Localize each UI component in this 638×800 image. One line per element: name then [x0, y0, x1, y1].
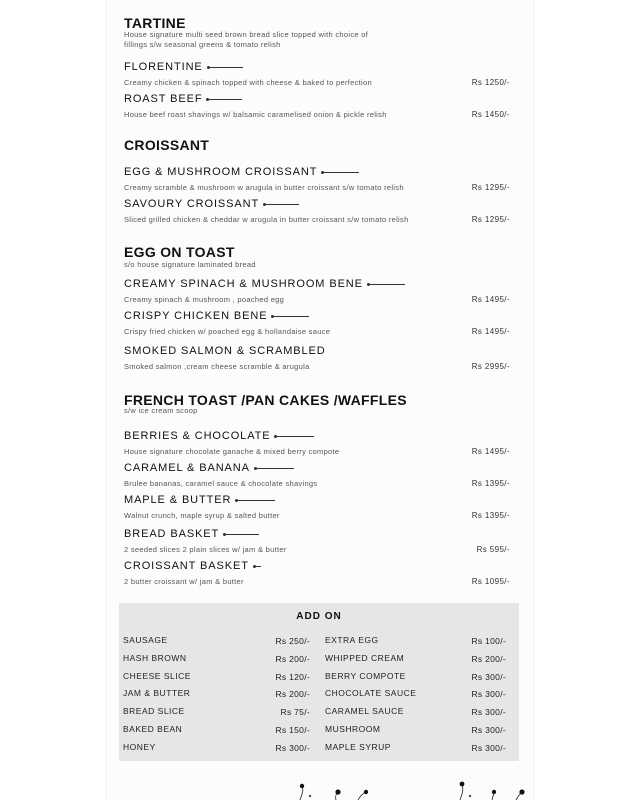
menu-item-name: FLORENTINE — [124, 61, 243, 73]
section-title-tartine: TARTINE — [124, 15, 186, 31]
menu-item-price: Rs 2995/- — [471, 362, 510, 371]
dash-ornament — [254, 468, 294, 469]
menu-item-desc: Crispy fried chicken w/ poached egg & hollandaise sauce — [124, 327, 331, 336]
dash-ornament — [367, 284, 405, 285]
addon-item-name: MAPLE SYRUP — [325, 742, 391, 752]
menu-item-name: EGG & MUSHROOM CROISSANT — [124, 166, 359, 178]
addon-item-price: Rs 75/- — [280, 707, 310, 717]
menu-item-price: Rs 1250/- — [471, 78, 510, 87]
menu-item-desc: Sliced grilled chicken & cheddar w arugula in butter croissant s/w tomato relish — [124, 215, 409, 224]
menu-item-name: CARAMEL & BANANA — [124, 462, 294, 474]
section-desc-egg-on-toast: s/o house signature laminated bread — [124, 260, 256, 269]
menu-item-price: Rs 1295/- — [471, 183, 510, 192]
addon-item-name: WHIPPED CREAM — [325, 653, 405, 663]
menu-item-name: CREAMY SPINACH & MUSHROOM BENE — [124, 278, 405, 290]
addon-item-name: MUSHROOM — [325, 724, 381, 734]
menu-item-desc: 2 seeded slices 2 plain slices w/ jam & butter — [124, 545, 287, 554]
menu-item-name: SMOKED SALMON & SCRAMBLED — [124, 345, 326, 357]
addon-item-name: CHEESE SLICE — [123, 671, 191, 681]
addon-item-name: SAUSAGE — [123, 635, 168, 645]
menu-item-name: MAPLE & BUTTER — [124, 494, 275, 506]
menu-item-desc: Brulee bananas, caramel sauce & chocolate shavings — [124, 479, 318, 488]
dash-ornament — [223, 534, 259, 535]
dash-ornament — [235, 500, 275, 501]
menu-item-desc: Walnut crunch, maple syrup & salted butter — [124, 511, 280, 520]
menu-item-desc: Creamy spinach & mushroom , poached egg — [124, 295, 285, 304]
menu-item-desc: House signature chocolate ganache & mixed berry compote — [124, 447, 340, 456]
addon-item-price: Rs 300/- — [275, 743, 310, 753]
menu-item-price: Rs 1395/- — [471, 511, 510, 520]
addon-item-price: Rs 150/- — [275, 725, 310, 735]
addon-item-price: Rs 200/- — [275, 689, 310, 699]
menu-item-desc: Smoked salmon ,cream cheese scramble & arugula — [124, 362, 310, 371]
menu-item-desc: 2 butter croissant w/ jam & butter — [124, 577, 244, 586]
menu-item-price: Rs 1495/- — [471, 327, 510, 336]
section-title-french-toast: FRENCH TOAST /PAN CAKES /WAFFLES — [124, 392, 407, 408]
section-title-croissant: CROISSANT — [124, 137, 210, 153]
section-desc-tartine: House signature multi seed brown bread slice topped with choice of fillings s/w seasonal greens & tomato relish — [124, 30, 369, 49]
dash-ornament — [253, 566, 261, 567]
addon-title: ADD ON — [296, 611, 342, 622]
menu-item-name: ROAST BEEF — [124, 93, 242, 105]
addon-item-price: Rs 300/- — [471, 672, 506, 682]
menu-item-name: SAVOURY CROISSANT — [124, 198, 299, 210]
addon-item-name: HONEY — [123, 742, 156, 752]
addon-item-name: BREAD SLICE — [123, 706, 185, 716]
menu-item-name: CRISPY CHICKEN BENE — [124, 310, 309, 322]
menu-item-name: CROISSANT BASKET — [124, 560, 261, 572]
section-desc-french-toast: s/w ice cream scoop — [124, 406, 198, 415]
addon-item-price: Rs 100/- — [471, 636, 506, 646]
addon-item-name: BERRY COMPOTE — [325, 671, 406, 681]
menu-item-price: Rs 1495/- — [471, 295, 510, 304]
dash-ornament — [206, 99, 242, 100]
menu-item-price: Rs 1295/- — [471, 215, 510, 224]
section-title-egg-on-toast: EGG ON TOAST — [124, 244, 235, 260]
addon-item-price: Rs 300/- — [471, 743, 506, 753]
addon-item-price: Rs 300/- — [471, 725, 506, 735]
menu-item-name: BREAD BASKET — [124, 528, 259, 540]
menu-item-price: Rs 1495/- — [471, 447, 510, 456]
addon-item-price: Rs 300/- — [471, 689, 506, 699]
dash-ornament — [321, 172, 359, 173]
addon-item-price: Rs 200/- — [275, 654, 310, 664]
menu-item-name: BERRIES & CHOCOLATE — [124, 430, 314, 442]
addon-item-price: Rs 300/- — [471, 707, 506, 717]
flower-sprig-icon — [280, 776, 540, 800]
addon-item-name: EXTRA EGG — [325, 635, 379, 645]
menu-item-desc: House beef roast shavings w/ balsamic caramelised onion & pickle relish — [124, 110, 387, 119]
dash-ornament — [207, 67, 243, 68]
addon-box — [119, 603, 519, 761]
menu-item-price: Rs 595/- — [476, 545, 510, 554]
menu-item-desc: Creamy scramble & mushroom w arugula in butter croissant s/w tomato relish — [124, 183, 404, 192]
addon-item-name: HASH BROWN — [123, 653, 187, 663]
dash-ornament — [274, 436, 314, 437]
addon-item-price: Rs 120/- — [275, 672, 310, 682]
dash-ornament — [263, 204, 299, 205]
menu-item-price: Rs 1395/- — [471, 479, 510, 488]
addon-item-price: Rs 250/- — [275, 636, 310, 646]
dash-ornament — [271, 316, 309, 317]
addon-item-name: CARAMEL SAUCE — [325, 706, 404, 716]
menu-item-price: Rs 1450/- — [471, 110, 510, 119]
menu-item-desc: Creamy chicken & spinach topped with cheese & baked to perfection — [124, 78, 372, 87]
addon-item-name: CHOCOLATE SAUCE — [325, 688, 417, 698]
addon-item-name: JAM & BUTTER — [123, 688, 191, 698]
menu-item-price: Rs 1095/- — [471, 577, 510, 586]
addon-item-price: Rs 200/- — [471, 654, 506, 664]
addon-item-name: BAKED BEAN — [123, 724, 183, 734]
